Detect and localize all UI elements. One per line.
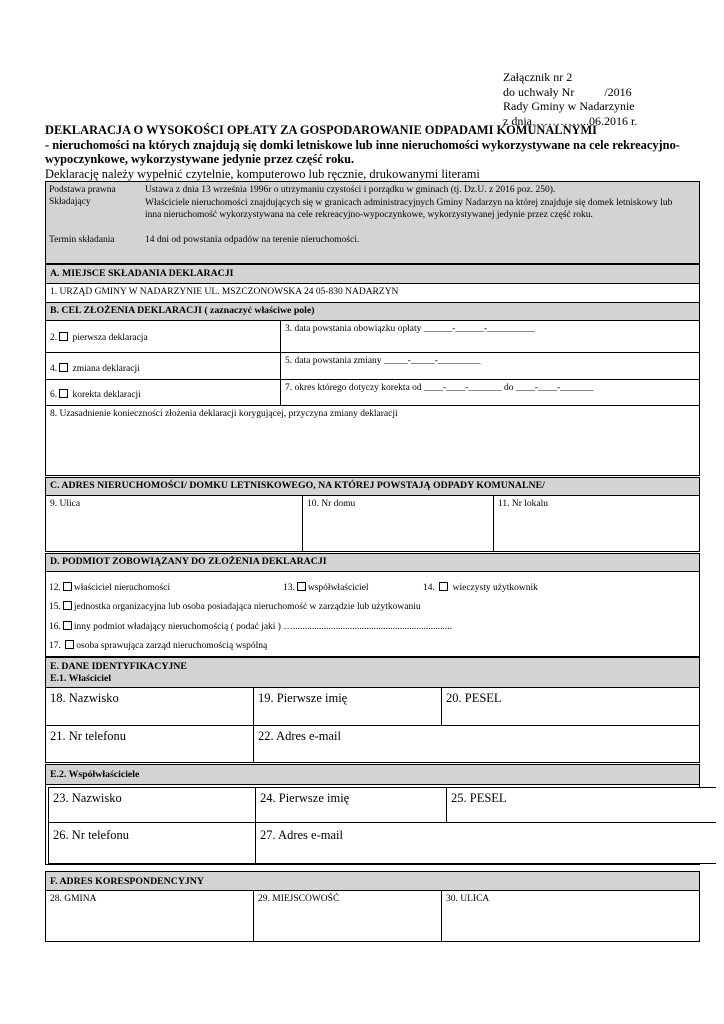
option-owner[interactable]: 12. właściciel nieruchomości <box>49 583 171 593</box>
title-line-1: DEKLARACJA O WYSOKOŚCI OPŁATY ZA GOSPODAROWANIE ODPADAMI KOMUNALNYMI <box>45 123 597 137</box>
deadline-label: Termin składania <box>49 235 115 245</box>
co-owner-surname-field[interactable]: 23. Nazwisko <box>48 787 256 823</box>
section-e-header <box>45 657 700 688</box>
flat-number-field[interactable]: 11. Nr lokalu <box>493 495 700 552</box>
section-b-header: B. CEL ZŁOŻENIA DEKLARACJI ( zaznaczyć właściwe pole) <box>45 302 700 321</box>
section-a-header: A. MIEJSCE SKŁADANIA DEKLARACJI <box>45 264 700 284</box>
section-d-header: D. PODMIOT ZOBOWIĄZANY DO ZŁOŻENIA DEKLARACJI <box>45 553 700 572</box>
street-field[interactable]: 9. Ulica <box>45 495 303 552</box>
correspondence-street-field[interactable]: 30. ULICA <box>441 890 700 942</box>
submission-place: 1. URZĄD GMINY W NADARZYNIE UL. MSZCZONOWSKA 24 05-830 NADARZYN <box>45 283 700 303</box>
obligation-date-field[interactable]: 3. data powstania obowiązku opłaty ______-______-__________ <box>280 320 700 353</box>
house-number-field[interactable]: 10. Nr domu <box>302 495 494 552</box>
co-owner-pesel-field[interactable]: 25. PESEL <box>446 787 716 823</box>
phone-field[interactable]: 21. Nr telefonu <box>45 725 254 763</box>
section-e-title: E. DANE IDENTYFIKACYJNE <box>50 661 187 672</box>
legal-basis-label: Podstawa prawna <box>49 185 116 195</box>
legal-basis-value: Ustawa z dnia 13 września 1996r o utrzymaniu czystości i porządku w gminach (tj. Dz.U. z 2016 poz. 250). <box>145 185 556 195</box>
first-name-field[interactable]: 19. Pierwsze imię <box>253 687 442 726</box>
section-e1-title: E.1. Właściciel <box>50 673 112 684</box>
co-owner-phone-field[interactable]: 26. Nr telefonu <box>48 822 256 864</box>
surname-field[interactable]: 18. Nazwisko <box>45 687 254 726</box>
checkbox-icon[interactable] <box>63 621 72 630</box>
option-change-declaration[interactable]: 4. zmiana deklaracji <box>45 352 281 380</box>
filer-label: Składający <box>49 197 91 207</box>
option-first-declaration[interactable]: 2. pierwsza deklaracja <box>45 320 281 353</box>
section-e2-header: E.2. Współwłaściciele <box>45 764 700 785</box>
checkbox-icon[interactable] <box>63 582 72 591</box>
option-other-entity[interactable]: 16. inny podmiot władający nieruchomością ( podać jaki ) …................................................................... <box>49 622 452 632</box>
change-date-field[interactable]: 5. data powstania zmiany _____-_____-_________ <box>280 352 700 380</box>
option-perpetual-user[interactable]: 14. wieczysty użytkownik <box>423 583 538 593</box>
co-owner-first-name-field[interactable]: 24. Pierwsze imię <box>255 787 447 823</box>
checkbox-icon[interactable] <box>65 640 74 649</box>
fill-instruction: Deklarację należy wypełnić czytelnie, komputerowo lub ręcznie, drukowanymi literami <box>45 167 480 181</box>
section-f-header: F. ADRES KORESPONDENCYJNY <box>45 871 700 891</box>
locality-field[interactable]: 29. MIEJSCOWOŚĆ <box>253 890 442 942</box>
deadline-value: 14 dni od powstania odpadów na terenie nieruchomości. <box>145 235 360 245</box>
annex-line-1: Załącznik nr 2 <box>503 70 573 84</box>
option-co-owner[interactable]: 13. współwłaściciel <box>283 583 369 593</box>
checkbox-icon[interactable] <box>63 601 72 610</box>
annex-block <box>503 70 637 128</box>
checkbox-icon[interactable] <box>297 582 306 591</box>
annex-line-4: z dnia…………...06.2016 r. <box>503 113 638 128</box>
subject-options <box>45 571 700 657</box>
email-field[interactable]: 22. Adres e-mail <box>253 725 700 763</box>
option-correction[interactable]: 6. korekta deklaracji <box>45 379 281 406</box>
pesel-field[interactable]: 20. PESEL <box>441 687 700 726</box>
checkbox-icon[interactable] <box>59 363 68 372</box>
checkbox-icon[interactable] <box>59 389 68 398</box>
annex-line-3: Rady Gminy w Nadarzynie <box>503 99 635 113</box>
annex-line-2: do uchwały Nr /2016 <box>503 84 632 99</box>
declaration-title <box>45 123 695 167</box>
section-c-header: C. ADRES NIERUCHOMOŚCI/ DOMKU LETNISKOWEGO, NA KTÓREJ POWSTAJĄ ODPADY KOMUNALNE/ <box>45 477 700 496</box>
correction-period-field[interactable]: 7. okres którego dotyczy korekta od ____-____-_______ do ____-____-_______ <box>280 379 700 406</box>
info-box <box>45 181 700 264</box>
checkbox-icon[interactable] <box>59 332 68 341</box>
checkbox-icon[interactable] <box>439 582 448 591</box>
option-organization[interactable]: 15. jednostka organizacyjna lub osoba posiadająca nieruchomość w zarządzie lub użytkowaniu <box>49 602 421 612</box>
justification-field[interactable]: 8. Uzasadnienie konieczności złożenia deklaracji korygującej, przyczyna zmiany deklaracji <box>45 405 700 476</box>
co-owner-email-field[interactable]: 27. Adres e-mail <box>255 822 716 864</box>
filer-value: Właściciele nieruchomości znajdujących się w granicach administracyjnych Gminy Nadarzyn na której znajduje się domek letniskowy lub inna nieruchomość wykorzystywana na cele rekreacyjno-wypoczynkowe, wykorzystywanej jedynie przez część roku. <box>145 198 673 220</box>
commune-field[interactable]: 28. GMINA <box>45 890 254 942</box>
title-line-2: - nieruchomości na których znajdują się domki letniskowe lub inne nieruchomości wykorzystywane na cele rekreacyjno- wypoczynkowe, wykorzystywane jedynie przez część roku. <box>45 137 680 166</box>
option-manager[interactable]: 17. osoba sprawująca zarząd nieruchomością wspólną <box>49 641 268 651</box>
